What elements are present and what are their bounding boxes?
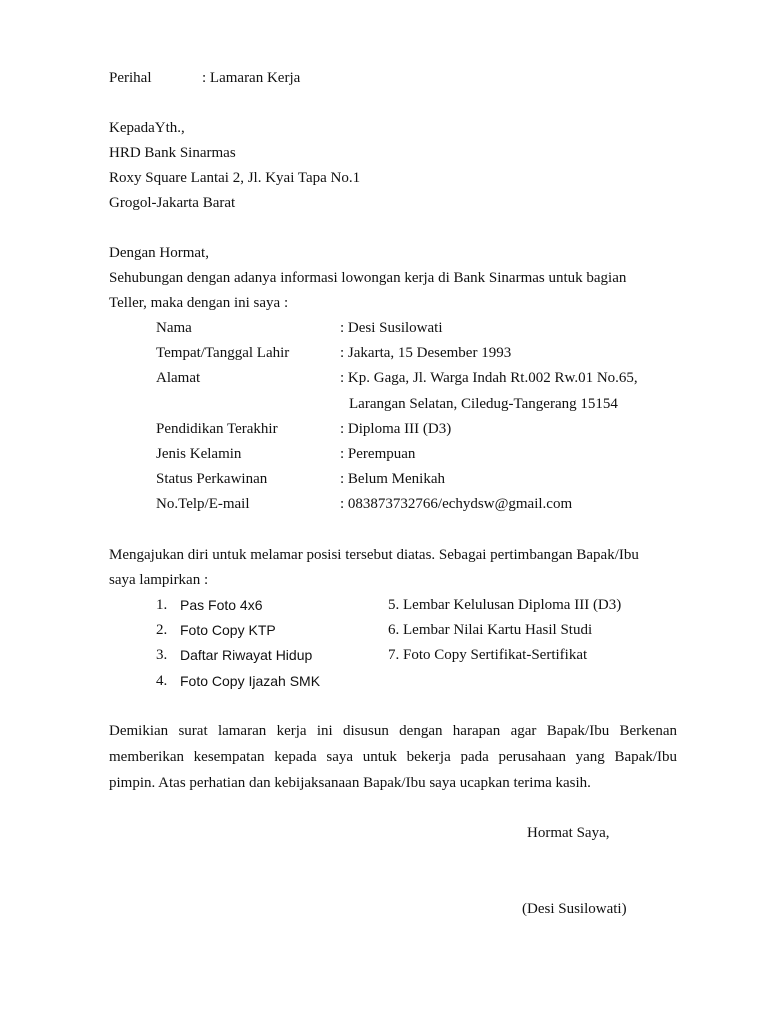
marital-label: Status Perkawinan — [156, 471, 268, 487]
birth-label: Tempat/Tanggal Lahir — [156, 345, 290, 361]
recipient-line-2: HRD Bank Sinarmas — [109, 145, 236, 161]
attachment-item: 7. Foto Copy Sertifikat-Sertifikat — [388, 647, 588, 663]
recipient-line-1: KepadaYth., — [109, 120, 185, 136]
signature-salutation: Hormat Saya, — [527, 825, 610, 841]
recipient-line-4: Grogol-Jakarta Barat — [109, 195, 236, 211]
subject-value: : Lamaran Kerja — [202, 70, 301, 86]
contact-label: No.Telp/E-mail — [156, 496, 250, 512]
application-line-2: saya lampirkan : — [109, 572, 209, 588]
recipient-line-3: Roxy Square Lantai 2, Jl. Kyai Tapa No.1 — [109, 170, 361, 186]
attachment-item: Daftar Riwayat Hidup — [180, 647, 313, 663]
intro-line-2: Teller, maka dengan ini saya : — [109, 295, 289, 311]
attachment-item: 6. Lembar Nilai Kartu Hasil Studi — [388, 622, 593, 638]
education-value: : Diploma III (D3) — [340, 421, 452, 437]
attachment-number: 3. — [156, 647, 168, 663]
marital-value: : Belum Menikah — [340, 471, 445, 487]
application-line-1: Mengajukan diri untuk melamar posisi tersebut diatas. Sebagai pertimbangan Bapak/Ibu — [109, 547, 639, 563]
education-label: Pendidikan Terakhir — [156, 421, 278, 437]
closing-line-2: memberikan kesempatan kepada saya untuk bekerja pada perusahaan yang Bapak/Ibu — [109, 749, 677, 765]
greeting: Dengan Hormat, — [109, 245, 209, 261]
name-value: : Desi Susilowati — [340, 320, 443, 336]
address-value-1: : Kp. Gaga, Jl. Warga Indah Rt.002 Rw.01 No.65, — [340, 370, 638, 386]
subject-label: Perihal — [109, 70, 152, 86]
attachment-item: Foto Copy Ijazah SMK — [180, 673, 321, 689]
attachment-number: 2. — [156, 622, 168, 638]
closing-line-1: Demikian surat lamaran kerja ini disusun dengan harapan agar Bapak/Ibu Berkenan — [109, 723, 677, 739]
closing-line-3: pimpin. Atas perhatian dan kebijaksanaan Bapak/Ibu saya ucapkan terima kasih. — [109, 775, 591, 791]
birth-value: : Jakarta, 15 Desember 1993 — [340, 345, 512, 361]
attachment-item: Foto Copy KTP — [180, 622, 276, 638]
gender-value: : Perempuan — [340, 446, 416, 462]
attachment-item: Pas Foto 4x6 — [180, 597, 263, 613]
name-label: Nama — [156, 320, 192, 336]
attachment-number: 1. — [156, 597, 168, 613]
address-label: Alamat — [156, 370, 201, 386]
gender-label: Jenis Kelamin — [156, 446, 242, 462]
attachment-number: 4. — [156, 673, 168, 689]
address-value-2: Larangan Selatan, Ciledug-Tangerang 15154 — [349, 396, 618, 412]
intro-line-1: Sehubungan dengan adanya informasi lowongan kerja di Bank Sinarmas untuk bagian — [109, 270, 627, 286]
contact-value: : 083873732766/echydsw@gmail.com — [340, 496, 573, 512]
attachment-item: 5. Lembar Kelulusan Diploma III (D3) — [388, 597, 622, 613]
signature-name: (Desi Susilowati) — [522, 901, 627, 917]
